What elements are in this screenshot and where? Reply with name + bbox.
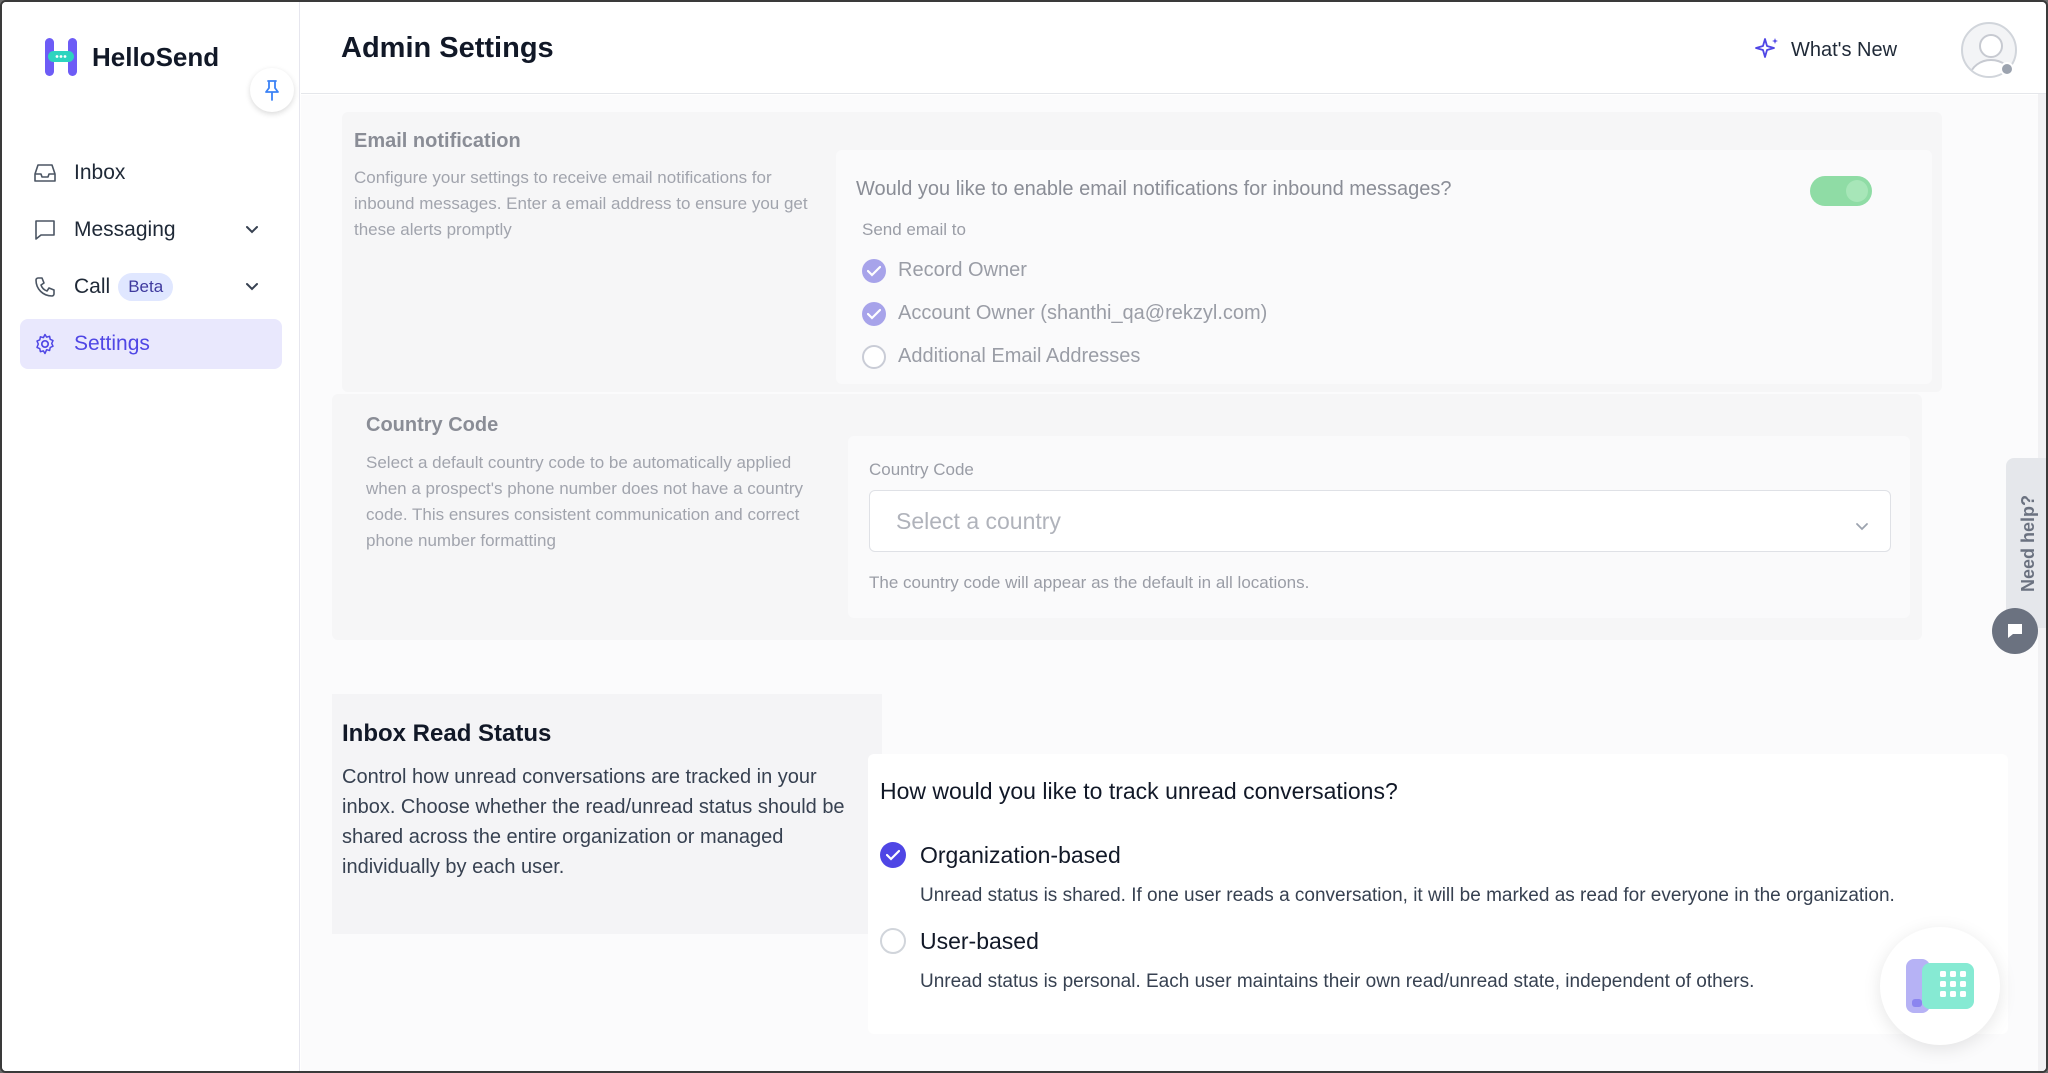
checkbox-unchecked-icon[interactable] (862, 345, 886, 369)
email-notification-question: Would you like to enable email notifications for inbound messages? (856, 178, 1452, 200)
inbox-icon (32, 160, 58, 186)
sidebar (2, 2, 300, 1071)
chevron-down-icon[interactable] (244, 276, 260, 300)
option-label: Account Owner (shanthi_qa@rekzyl.com) (898, 302, 1268, 324)
gear-icon (32, 331, 58, 357)
sparkle-icon (1753, 36, 1781, 64)
app-name: HelloSend (92, 41, 220, 72)
sidebar-item-call[interactable] (20, 262, 282, 312)
country-code-label: Country Code (869, 460, 974, 479)
checkbox-checked-icon[interactable] (862, 259, 886, 283)
page-title: Admin Settings (341, 32, 554, 64)
tracking-question: How would you like to track unread conversations? (880, 778, 1398, 804)
select-placeholder: Select a country (896, 507, 1061, 534)
pin-icon (262, 79, 282, 101)
chat-bubble-icon (2005, 621, 2025, 641)
email-notification-toggle[interactable] (1810, 176, 1872, 206)
country-select[interactable] (869, 490, 1891, 552)
send-email-label: Send email to (862, 220, 966, 239)
option-label: Record Owner (898, 259, 1027, 281)
section-title: Country Code (366, 414, 499, 436)
sidebar-nav (20, 148, 282, 376)
dialer-fab-button[interactable] (1880, 927, 2000, 1045)
need-help-label: Need help? (2017, 494, 2038, 592)
section-title: Email notification (354, 130, 521, 152)
logo[interactable] (44, 36, 219, 78)
record-owner-option[interactable] (862, 249, 1267, 292)
sidebar-item-label: Settings (74, 332, 150, 355)
presence-status-dot (2000, 62, 2014, 76)
section-description: Configure your settings to receive email notifications for inbound messages. Enter a email address to ensure you get these alerts promptly (354, 168, 808, 239)
sidebar-item-messaging[interactable] (20, 205, 282, 255)
country-code-helper: The country code will appear as the default in all locations. (869, 573, 1310, 592)
organization-based-label[interactable]: Organization-based (920, 842, 1121, 868)
organization-based-radio[interactable] (880, 842, 906, 868)
chevron-down-icon (1854, 513, 1870, 540)
chevron-down-icon[interactable] (244, 219, 260, 243)
account-owner-option[interactable] (862, 292, 1267, 335)
additional-emails-option[interactable] (862, 335, 1267, 378)
section-description: Select a default country code to be automatically applied when a prospect's phone number does not have a country code. This ensures consistent communication and correct phone number formatting (366, 453, 804, 550)
section-title: Inbox Read Status (342, 720, 552, 747)
sidebar-item-label: Call (74, 275, 111, 298)
page-header (301, 2, 2046, 94)
phone-icon (32, 274, 58, 300)
hellosend-logo-icon (44, 36, 78, 78)
dialer-icon (1904, 957, 1976, 1015)
option-label: Additional Email Addresses (898, 345, 1141, 367)
sidebar-item-inbox[interactable] (20, 148, 282, 198)
pin-sidebar-button[interactable] (250, 68, 294, 112)
checkbox-checked-icon[interactable] (862, 302, 886, 326)
check-icon (886, 849, 900, 861)
user-based-label[interactable]: User-based (920, 928, 1039, 954)
email-recipient-options (862, 249, 1267, 378)
sidebar-item-label: Messaging (74, 218, 176, 241)
sidebar-item-label: Inbox (74, 161, 126, 184)
chat-icon (32, 217, 58, 243)
user-based-description: Unread status is personal. Each user maintains their own read/unread state, independent of others. (920, 971, 1755, 992)
section-description: Control how unread conversations are tracked in your inbox. Choose whether the read/unread status should be shared across the entire organization or managed individually by each user. (342, 766, 845, 878)
whats-new-label: What's New (1791, 38, 1898, 61)
help-chat-button[interactable] (1992, 608, 2038, 654)
whats-new-button[interactable] (1753, 36, 1897, 64)
need-help-tab[interactable] (2006, 458, 2048, 628)
sidebar-item-settings[interactable] (20, 319, 282, 369)
organization-based-description: Unread status is shared. If one user reads a conversation, it will be marked as read for everyone in the organization. (920, 885, 1895, 906)
user-based-radio[interactable] (880, 928, 906, 954)
beta-badge: Beta (118, 273, 173, 301)
